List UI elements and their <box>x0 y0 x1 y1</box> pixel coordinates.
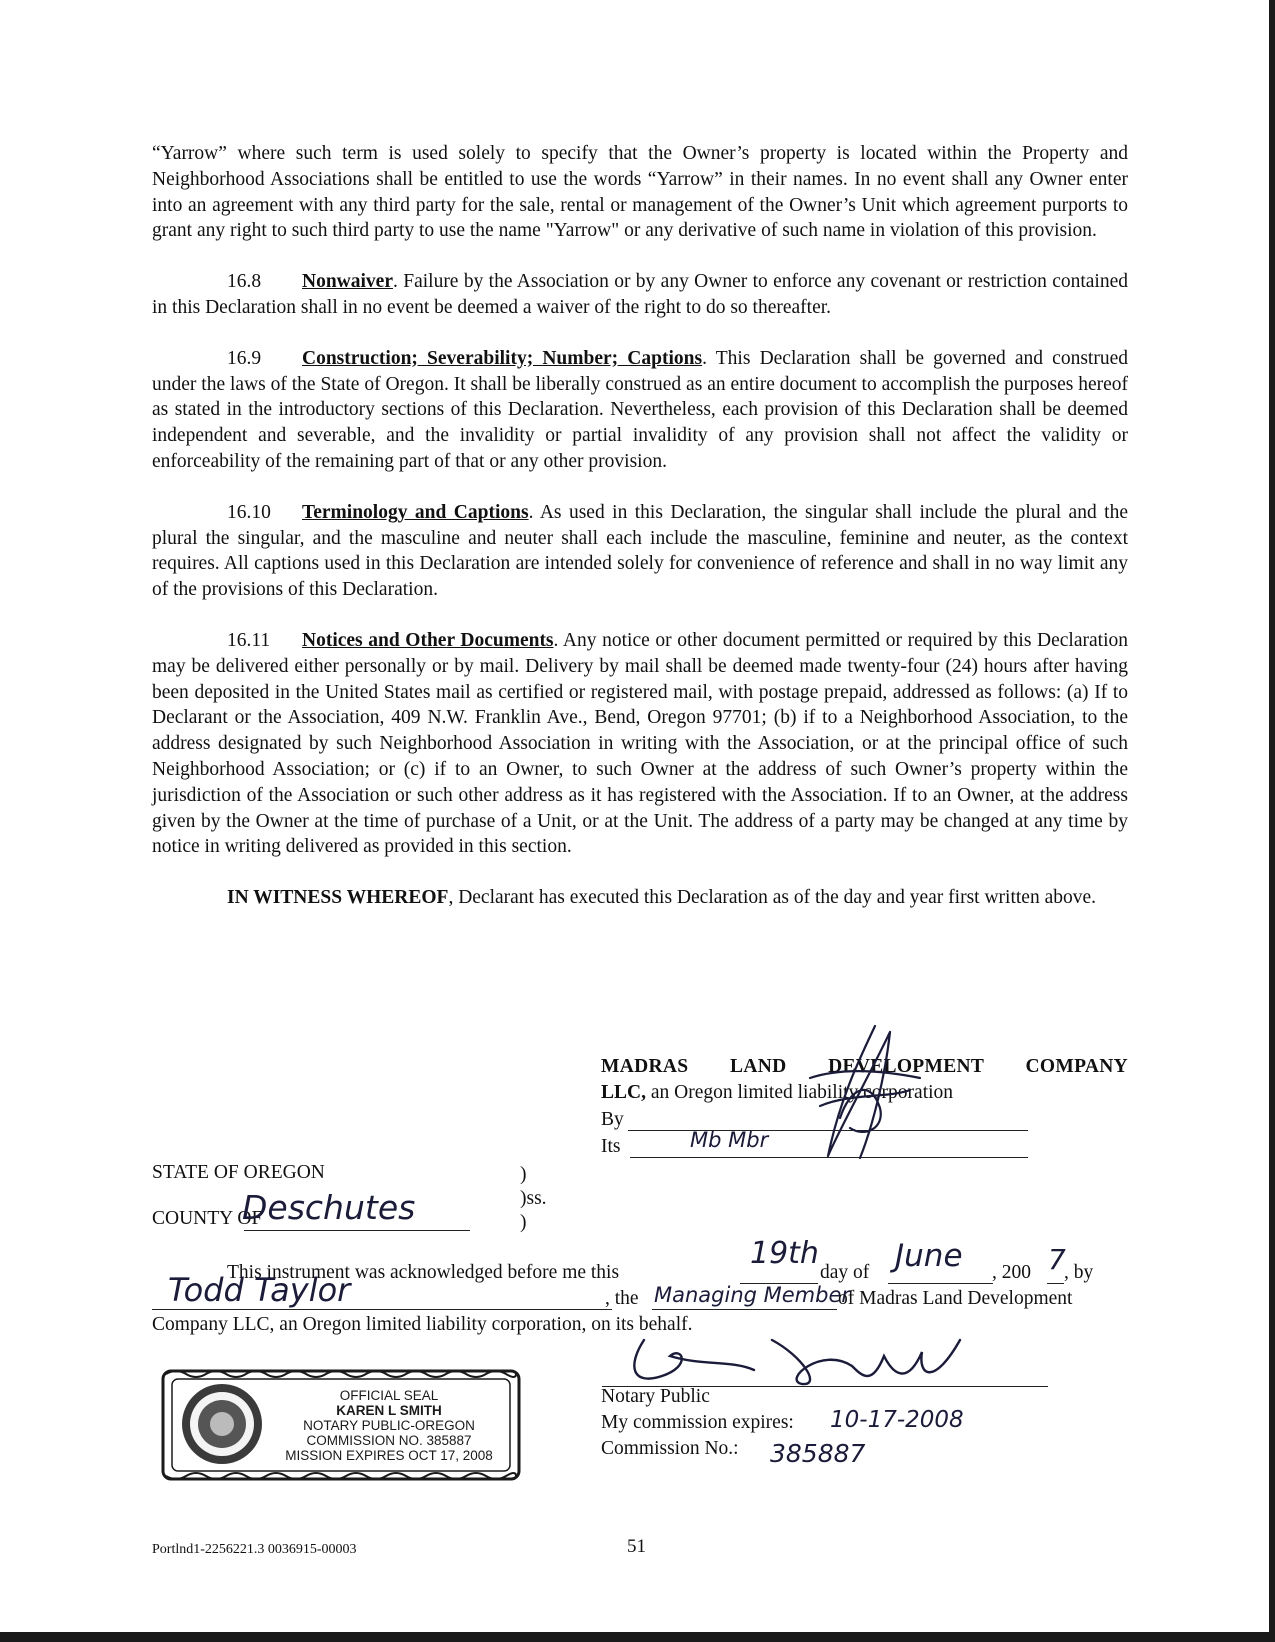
seal-line-2: KAREN L SMITH <box>336 1403 442 1418</box>
witness-clause <box>152 885 1128 911</box>
ack-text-2: day of <box>820 1262 870 1283</box>
section-number: 16.11 <box>227 629 271 651</box>
ack-text-6: of Madras Land Development <box>838 1288 1073 1309</box>
section-body: . As used in this Declaration, the singular shall include the plural and the plural the singular, and the masculine and neuter shall each include the masculine, feminine and neuter, as the context requires. All captions used in this Declaration are intended solely for convenience of reference and shall in no way limit any of the provisions of this Declaration. <box>152 501 1128 601</box>
section-16-10 <box>152 500 1128 603</box>
section-title: Notices and Other Documents <box>302 629 554 651</box>
section-16-9 <box>152 346 1128 475</box>
seal-line-4: COMMISSION NO. 385887 <box>306 1433 472 1448</box>
section-title: Construction; Severability; Number; Captions <box>302 347 703 369</box>
company-llc: LLC, <box>601 1082 646 1103</box>
ack-text-3: , 200 <box>992 1262 1031 1283</box>
ack-day-handwritten: 19th <box>750 1236 819 1271</box>
section-number: 16.9 <box>227 347 262 369</box>
seal-line-5: MISSION EXPIRES OCT 17, 2008 <box>285 1448 493 1463</box>
commission-expires-handwritten: 10-17-2008 <box>830 1407 964 1433</box>
commission-number-handwritten: 385887 <box>770 1439 866 1468</box>
commission-number-label: Commission No.: <box>601 1438 739 1459</box>
seal-line-3: NOTARY PUBLIC-OREGON <box>303 1418 475 1433</box>
scan-edge-right <box>1269 0 1275 1642</box>
its-handwritten: Mb Mbr <box>690 1128 769 1152</box>
section-number: 16.8 <box>227 271 262 293</box>
section-body: . This Declaration shall be governed and construed under the laws of the State of Oregon. It shall be liberally construed as an entire document to accomplish the purposes hereof as stated in the introductory sections of this Declaration. Nevertheless, each provision of this Declaration shall be deemed independent and severable, and the invalidity or partial invalidity of any provision shall not affect the validity or enforceability of the remaining part of that or any other provision. <box>152 347 1128 472</box>
ack-text-4: , by <box>1064 1262 1094 1283</box>
witness-body: , Declarant has executed this Declaration as of the day and year first written above. <box>448 887 1097 909</box>
ack-month-handwritten: June <box>895 1238 963 1274</box>
declarant-signature-icon <box>780 1018 930 1168</box>
seal-text <box>270 1388 508 1463</box>
county-line <box>244 1230 470 1231</box>
paren-ss: )ss. <box>520 1188 547 1209</box>
ack-year-handwritten: 7 <box>1048 1243 1066 1276</box>
notary-signature-icon <box>622 1326 1002 1392</box>
section-title: Nonwaiver <box>302 271 393 293</box>
notary-label: Notary Public <box>601 1386 710 1407</box>
county-label: COUNTY OF <box>152 1208 263 1229</box>
ack-year-line <box>1047 1283 1064 1284</box>
document-id: Portlnd1-2256221.3 0036915-00003 <box>152 1542 357 1557</box>
paren-top: ) <box>520 1164 527 1185</box>
body-text <box>152 141 1128 911</box>
ack-month-line <box>888 1283 993 1284</box>
ack-title-handwritten: Managing Member <box>654 1283 851 1307</box>
its-label: Its <box>601 1136 621 1157</box>
scan-edge-bottom <box>0 1632 1275 1642</box>
section-body: . Failure by the Association or by any Owner to enforce any covenant or restriction contained in this Declaration shall in no event be deemed a waiver of the right to do so thereafter. <box>152 271 1128 318</box>
commission-expires-label: My commission expires: <box>601 1412 794 1433</box>
section-number: 16.10 <box>227 501 271 523</box>
section-title: Terminology and Captions <box>302 501 529 523</box>
county-handwritten: Deschutes <box>242 1188 416 1227</box>
company-name-line: MADRAS LAND DEVELOPMENT COMPANY <box>601 1056 1128 1077</box>
ack-text-1: This instrument was acknowledged before me this <box>227 1262 620 1283</box>
paragraph-intro: “Yarrow” where such term is used solely to specify that the Owner’s property is located within the Property and Neighborhood Associations shall be entitled to use the words “Yarrow” in their names. In no event shall any Owner enter into an agreement with any third party for the sale, rental or management of the Owner’s Unit which agreement purports to grant any right to such third party to use the name "Yarrow" or any derivative of such name in violation of this provision. <box>152 143 1128 242</box>
state-label: STATE OF OREGON <box>152 1162 325 1183</box>
witness-heading: IN WITNESS WHEREOF <box>227 887 449 909</box>
section-16-8 <box>152 269 1128 321</box>
by-label: By <box>601 1109 624 1130</box>
ack-text-5: , the <box>605 1288 639 1309</box>
section-16-11 <box>152 628 1128 860</box>
ack-text-7: Company LLC, an Oregon limited liability corporation, on its behalf. <box>152 1314 693 1335</box>
ack-name-handwritten: Todd Taylor <box>168 1271 351 1309</box>
notary-seal-stamp <box>160 1366 522 1484</box>
page-number: 51 <box>627 1536 646 1557</box>
company-type: an Oregon limited liability corporation <box>645 1082 954 1103</box>
paren-bottom: ) <box>520 1212 527 1233</box>
seal-line-1: OFFICIAL SEAL <box>339 1388 439 1403</box>
section-body: . Any notice or other document permitted or required by this Declaration may be delivered either personally or by mail. Delivery by mail shall be deemed made twenty-four (24) hours after having been deposited in the United States mail as certified or registered mail, with postage prepaid, addressed as follows: (a) If to Declarant or the Association, 409 N.W. Franklin Ave., Bend, Oregon 97701; (b) if to a Neighborhood Association, to the address designated by such Neighborhood Association in writing with the Association, or at the principal office of such Neighborhood Association; or (c) if to an Owner, to such Owner at the address of such Owner’s property within the jurisdiction of the Association or such other address as it has registered with the Association. If to an Owner, at the address given by the Owner at the time of purchase of a Unit, or at the Unit. The address of a party may be changed at any time by notice in writing delivered as provided in this section. <box>152 629 1128 858</box>
